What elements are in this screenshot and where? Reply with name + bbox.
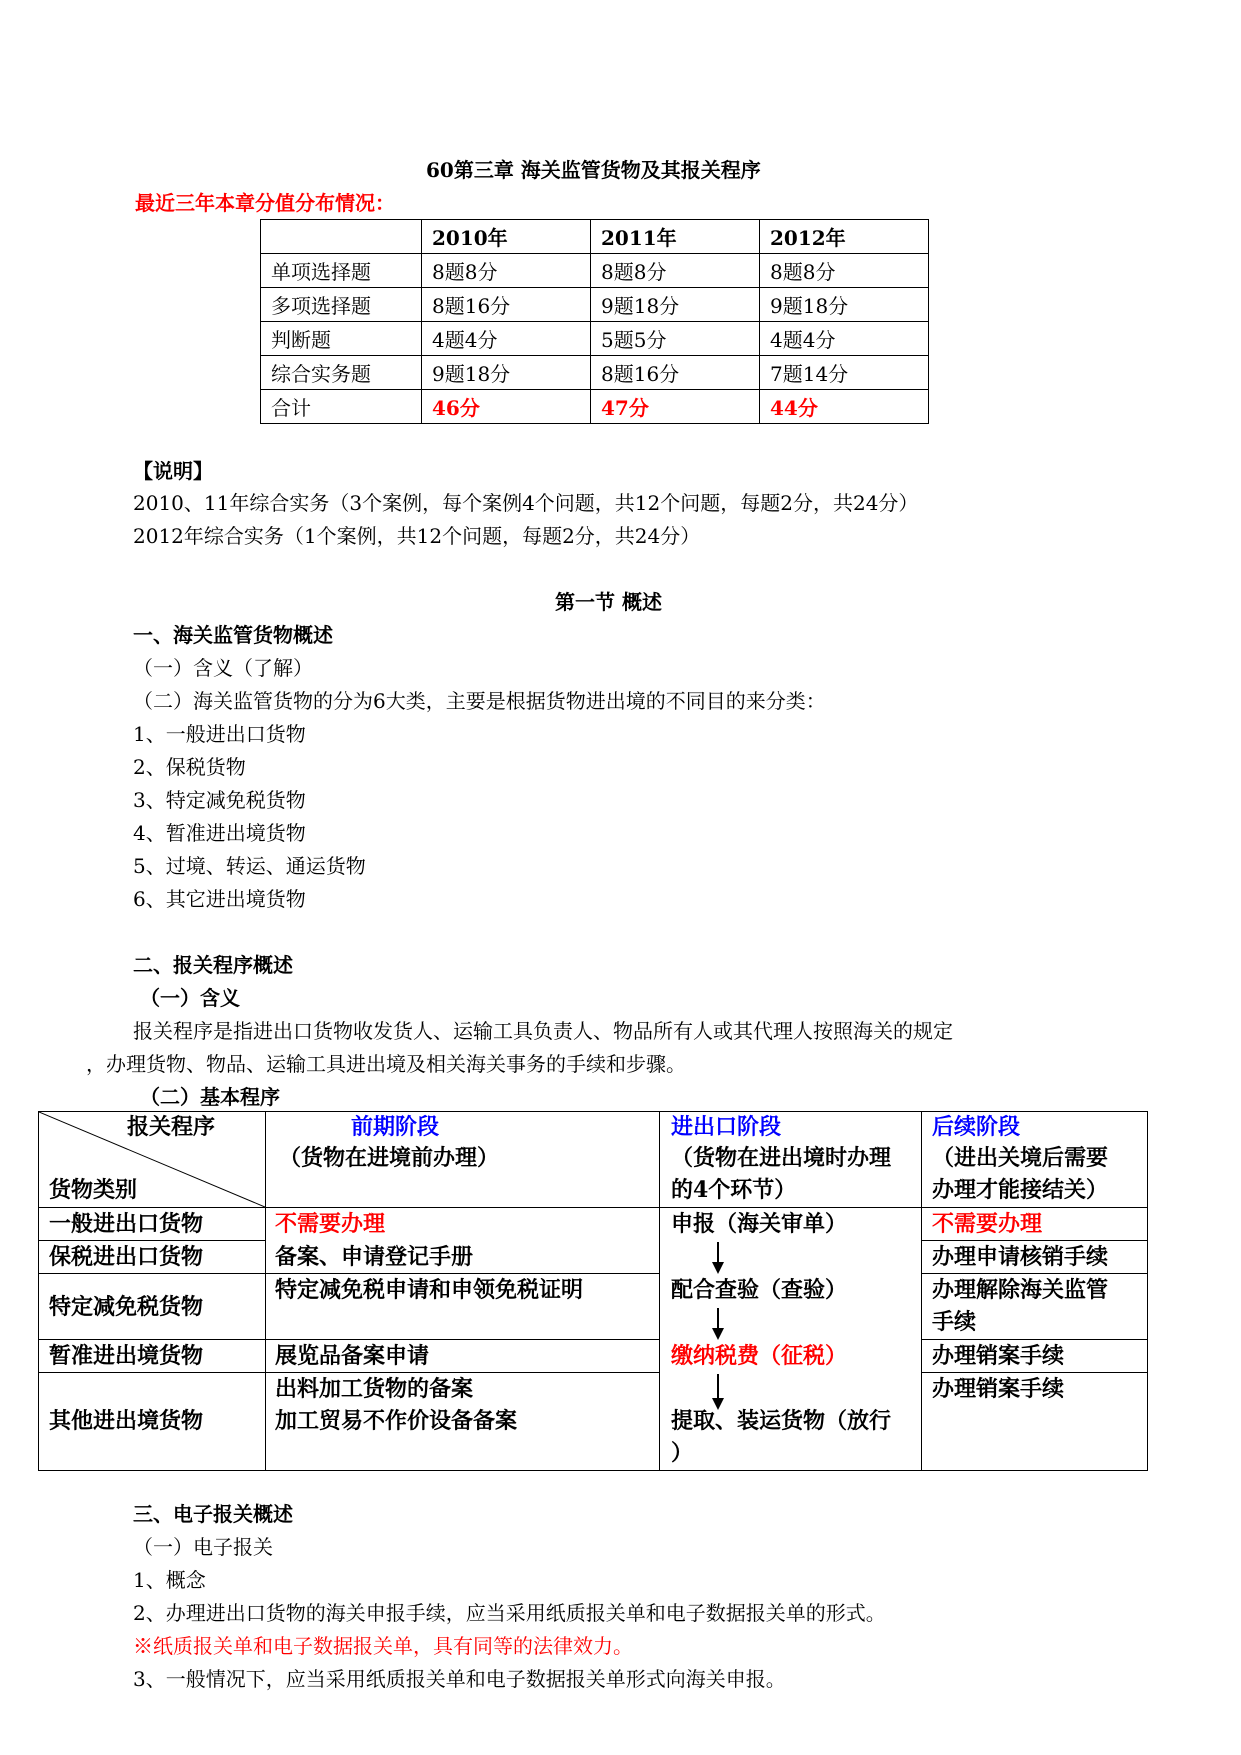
score-heading: 最近三年本章分值分布情况： xyxy=(135,191,395,215)
step-inspect: 配合查验（查验） xyxy=(671,1277,848,1303)
list-item: 4、暂准进出境货物 xyxy=(133,821,306,845)
post-stage-cell: 办理销案手续 xyxy=(932,1376,1065,1402)
table-row xyxy=(261,288,929,322)
col-header-title: 进出口阶段 xyxy=(671,1114,782,1140)
step-release: 提取、装运货物（放行 xyxy=(671,1408,892,1434)
table-cell: 单项选择题 xyxy=(261,254,422,288)
corner-top-label: 报关程序 xyxy=(127,1114,216,1140)
category-cell: 暂准进出境货物 xyxy=(49,1343,204,1369)
col-header-title: 后续阶段 xyxy=(932,1114,1021,1140)
step-declare: 申报（海关审单） xyxy=(671,1211,848,1237)
table-cell xyxy=(261,220,422,254)
table-cell: 8题8分 xyxy=(422,254,591,288)
col-header-sub: （进出关境后需要 xyxy=(932,1145,1109,1171)
category-cell: 特定减免税货物 xyxy=(49,1294,204,1320)
page-title: 60第三章 海关监管货物及其报关程序 xyxy=(426,158,761,182)
table-row xyxy=(261,356,929,390)
list-item: 5、过境、转运、通运货物 xyxy=(133,854,366,878)
pre-stage-cell: 备案、申请登记手册 xyxy=(275,1244,474,1270)
post-stage-cell: 不需要办理 xyxy=(932,1211,1043,1237)
table-cell: 8题16分 xyxy=(422,288,591,322)
table-cell: 7题14分 xyxy=(760,356,929,390)
list-item: 1、一般进出口货物 xyxy=(133,722,306,746)
score-table xyxy=(260,219,929,424)
post-stage-cell: 办理申请核销手续 xyxy=(932,1244,1109,1270)
paragraph: ，办理货物、物品、运输工具进出境及相关海关事务的手续和步骤。 xyxy=(86,1052,686,1076)
pre-stage-cell: 展览品备案申请 xyxy=(275,1343,430,1369)
table-cell: 8题8分 xyxy=(591,254,760,288)
table-header: 2011年 xyxy=(591,220,760,254)
category-cell: 一般进出口货物 xyxy=(49,1211,204,1237)
paragraph: 2、办理进出口货物的海关申报手续，应当采用纸质报关单和电子数据报关单的形式。 xyxy=(133,1601,886,1625)
list-item: 3、特定减免税货物 xyxy=(133,788,306,812)
note-line: 2010、11年综合实务（3个案例，每个案例4个问题，共12个问题，每题2分，共24分） xyxy=(133,491,919,515)
highlight-note: ※纸质报关单和电子数据报关单，具有同等的法律效力。 xyxy=(133,1634,633,1658)
section-title: 第一节 概述 xyxy=(555,590,662,614)
table-header: 2012年 xyxy=(760,220,929,254)
section-heading: 三、电子报关概述 xyxy=(133,1502,293,1526)
col-header-sub: 办理才能接结关） xyxy=(932,1177,1109,1203)
paragraph: （一）电子报关 xyxy=(133,1535,273,1559)
paragraph: （二）海关监管货物的分为6大类，主要是根据货物进出境的不同目的来分类： xyxy=(133,689,826,713)
table-cell: 多项选择题 xyxy=(261,288,422,322)
pre-stage-cell: 不需要办理 xyxy=(275,1211,386,1237)
table-cell: 合计 xyxy=(261,390,422,424)
section-heading: 一、海关监管货物概述 xyxy=(133,623,333,647)
table-cell: 4题4分 xyxy=(422,322,591,356)
paragraph: 报关程序是指进出口货物收发货人、运输工具负责人、物品所有人或其代理人按照海关的规定 xyxy=(133,1019,953,1043)
procedure-table xyxy=(38,1111,1148,1471)
table-row xyxy=(261,322,929,356)
table-row xyxy=(261,254,929,288)
table-row xyxy=(261,390,929,424)
sub-heading: （二）基本程序 xyxy=(140,1085,280,1109)
pre-stage-cell: 特定减免税申请和申领免税证明 xyxy=(275,1277,584,1303)
list-item: 2、保税货物 xyxy=(133,755,246,779)
table-cell: 5题5分 xyxy=(591,322,760,356)
step-pay-tax: 缴纳税费（征税） xyxy=(671,1343,848,1369)
total-cell: 46分 xyxy=(422,390,591,424)
table-row xyxy=(261,220,929,254)
table-cell: 判断题 xyxy=(261,322,422,356)
total-cell: 44分 xyxy=(760,390,929,424)
post-stage-cell: 手续 xyxy=(932,1309,977,1335)
table-cell: 4题4分 xyxy=(760,322,929,356)
table-cell: 8题8分 xyxy=(760,254,929,288)
col-header-sub: （货物在进出境时办理 xyxy=(671,1145,892,1171)
col-header-sub: （货物在进境前办理） xyxy=(279,1145,500,1171)
paragraph: 3、一般情况下，应当采用纸质报关单和电子数据报关单形式向海关申报。 xyxy=(133,1667,786,1691)
table-cell: 9题18分 xyxy=(760,288,929,322)
table-cell: 9题18分 xyxy=(422,356,591,390)
category-cell: 其他进出境货物 xyxy=(49,1408,204,1434)
pre-stage-cell: 出料加工货物的备案 xyxy=(275,1376,474,1402)
paragraph: （一）含义（了解） xyxy=(133,656,313,680)
sub-heading: （一）含义 xyxy=(140,986,240,1010)
corner-bottom-label: 货物类别 xyxy=(49,1177,138,1203)
total-cell: 47分 xyxy=(591,390,760,424)
table-cell: 8题16分 xyxy=(591,356,760,390)
section-heading: 二、报关程序概述 xyxy=(133,953,293,977)
paragraph: 1、概念 xyxy=(133,1568,206,1592)
post-stage-cell: 办理解除海关监管 xyxy=(932,1277,1109,1303)
category-cell: 保税进出口货物 xyxy=(49,1244,204,1270)
step-release-cont: ） xyxy=(671,1440,694,1466)
pre-stage-cell: 加工贸易不作价设备备案 xyxy=(275,1408,518,1434)
list-item: 6、其它进出境货物 xyxy=(133,887,306,911)
post-stage-cell: 办理销案手续 xyxy=(932,1343,1065,1369)
note-line: 2012年综合实务（1个案例，共12个问题，每题2分，共24分） xyxy=(133,524,701,548)
col-header-title: 前期阶段 xyxy=(351,1114,440,1140)
col-header-sub: 的4个环节） xyxy=(671,1177,797,1203)
table-header: 2010年 xyxy=(422,220,591,254)
table-cell: 综合实务题 xyxy=(261,356,422,390)
note-heading: 【说明】 xyxy=(133,459,213,483)
table-cell: 9题18分 xyxy=(591,288,760,322)
